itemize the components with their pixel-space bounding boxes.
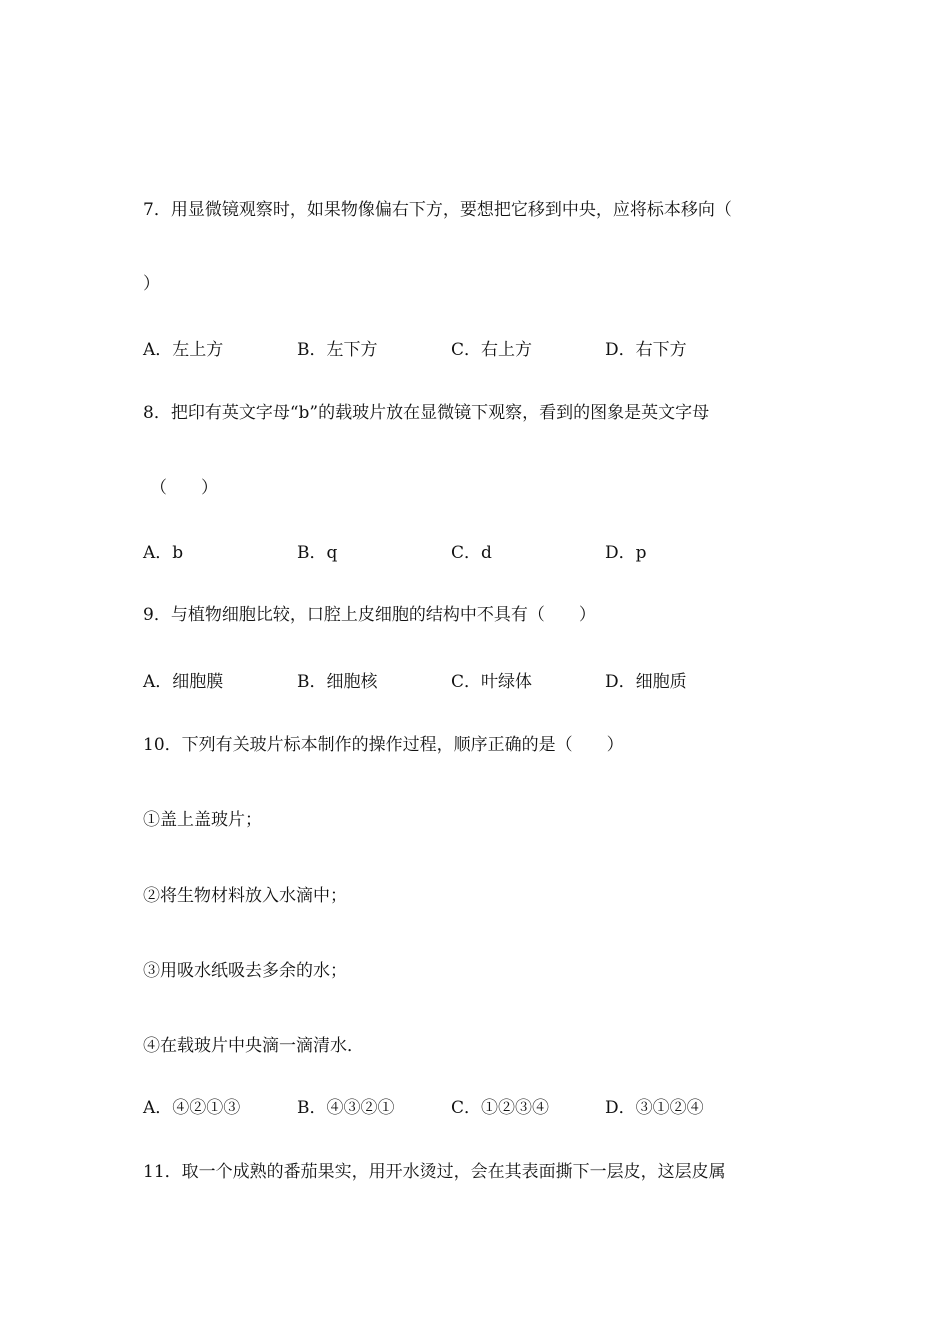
- question-9-option-d: D．细胞质: [605, 672, 687, 692]
- question-10-option-a: A．④②①③: [143, 1098, 241, 1118]
- question-8-stem-cont: （ ）: [150, 478, 218, 498]
- question-8-option-c: C．d: [451, 543, 492, 563]
- question-11-stem: 11．取一个成熟的番茄果实，用开水烫过，会在其表面撕下一层皮，这层皮属: [143, 1162, 726, 1182]
- question-9-option-c: C．叶绿体: [451, 672, 533, 692]
- question-10-option-c: C．①②③④: [451, 1098, 550, 1118]
- question-10-stem: 10．下列有关玻片标本制作的操作过程，顺序正确的是（ ）: [143, 735, 624, 755]
- question-7-option-c: C．右上方: [451, 340, 533, 360]
- question-10-option-b: B．④③②①: [297, 1098, 395, 1118]
- question-9-stem: 9．与植物细胞比较，口腔上皮细胞的结构中不具有（ ）: [143, 605, 596, 625]
- question-8-stem: 8．把印有英文字母“b”的载玻片放在显微镜下观察，看到的图象是英文字母: [143, 403, 710, 423]
- question-7-stem: 7．用显微镜观察时，如果物像偏右下方，要想把它移到中央，应将标本移向（: [143, 200, 732, 220]
- question-10-step-4: ④在载玻片中央滴一滴清水．: [143, 1036, 364, 1056]
- question-7-option-d: D．右下方: [605, 340, 687, 360]
- question-8-option-a: A．b: [143, 543, 184, 563]
- question-10-step-2: ②将生物材料放入水滴中；: [143, 886, 347, 906]
- question-7-stem-cont: ）: [143, 274, 160, 294]
- question-8-option-b: B．q: [297, 543, 338, 563]
- question-7-option-b: B．左下方: [297, 340, 378, 360]
- question-10-step-1: ①盖上盖玻片；: [143, 810, 262, 830]
- question-10-option-d: D．③①②④: [605, 1098, 704, 1118]
- question-8-option-d: D．p: [605, 543, 647, 563]
- question-9-option-b: B．细胞核: [297, 672, 378, 692]
- question-10-step-3: ③用吸水纸吸去多余的水；: [143, 961, 347, 981]
- question-7-option-a: A．左上方: [143, 340, 224, 360]
- question-9-option-a: A．细胞膜: [143, 672, 224, 692]
